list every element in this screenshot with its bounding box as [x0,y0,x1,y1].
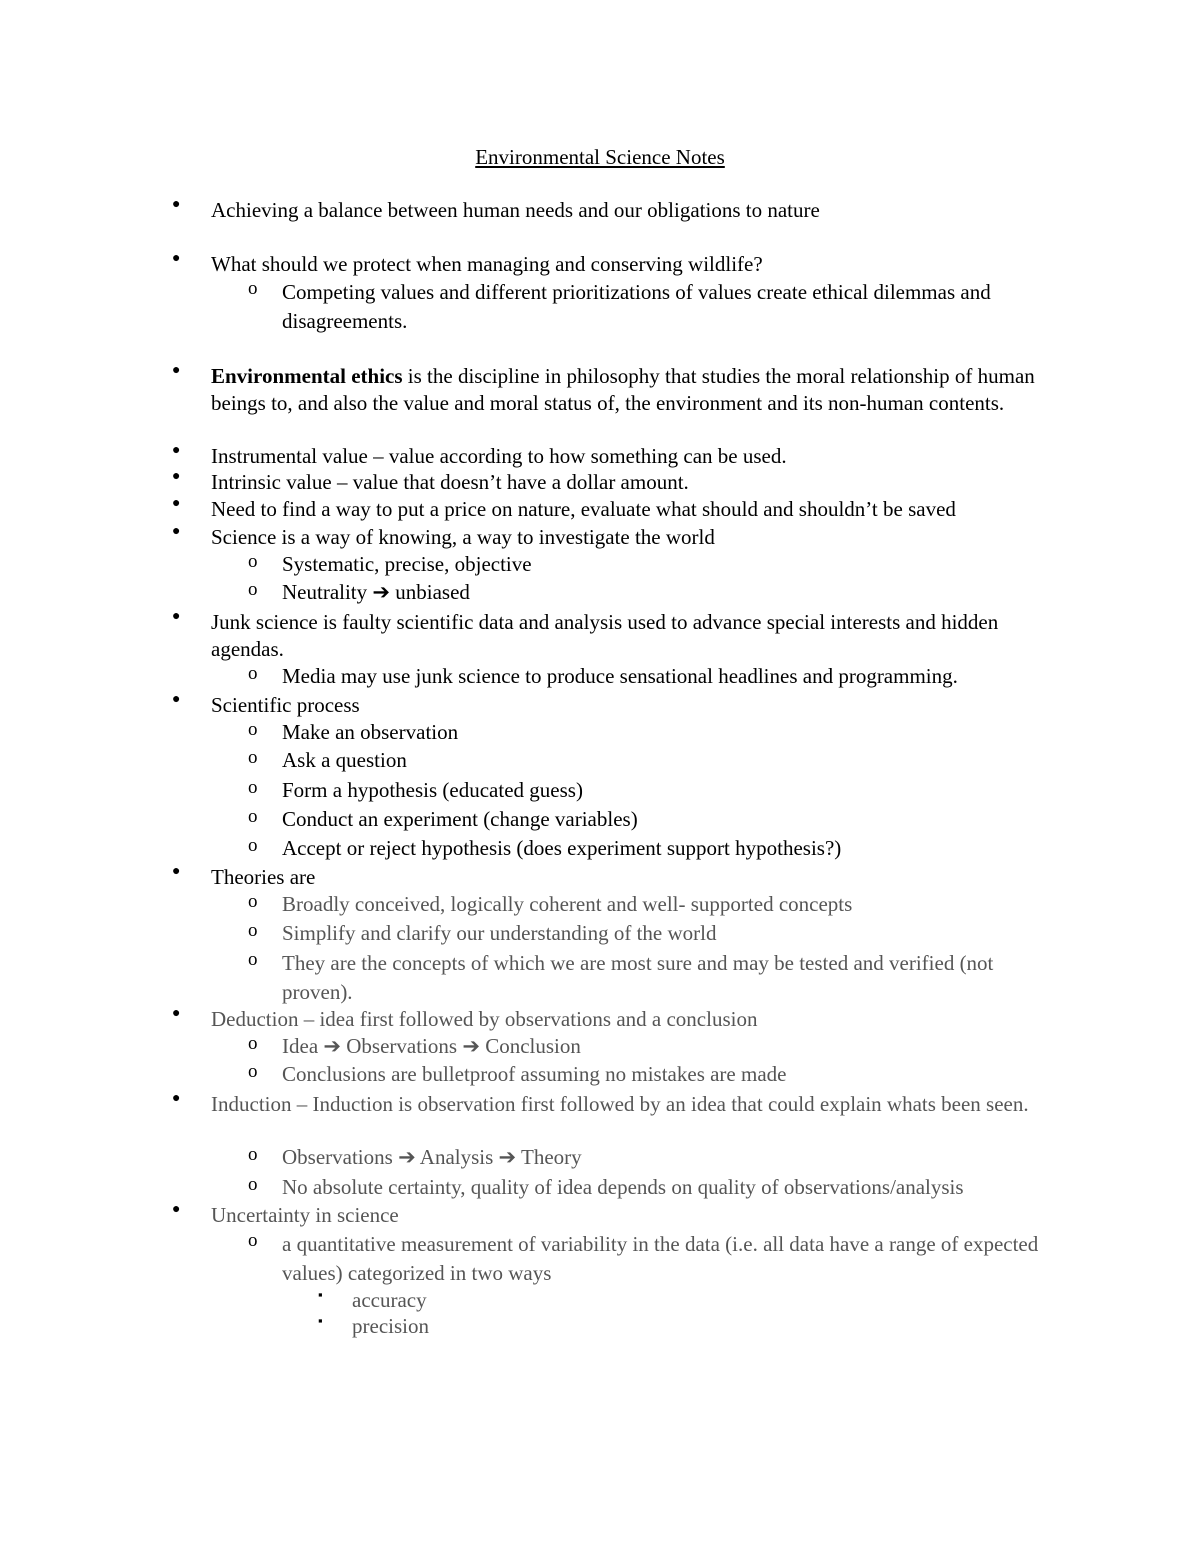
bullet-disc-icon: ● [172,197,181,212]
list-item: precision [352,1314,429,1338]
bullet-disc-icon: ● [172,363,181,378]
bullet-disc-icon: ● [172,864,181,879]
list-item: They are the concepts of which we are most sure and may be tested and verified (not proven). [282,951,994,1004]
bullet-disc-icon: ● [172,692,181,707]
text-segment: Neutrality [282,580,373,604]
bullet-circle-icon: o [248,920,258,941]
bullet-disc-icon: ● [172,1006,181,1021]
text-segment: Idea [282,1034,324,1058]
list-item: Competing values and different prioritizations of values create ethical dilemmas and disagreements. [282,280,991,333]
document-title: Environmental Science Notes [475,145,725,169]
bullet-circle-icon: o [248,551,258,572]
bullet-square-icon: ▪ [318,1287,323,1302]
list-item: accuracy [352,1288,427,1312]
list-item: Systematic, precise, objective [282,552,532,576]
bullet-disc-icon: ● [172,443,181,458]
list-item: No absolute certainty, quality of idea depends on quality of observations/analysis [282,1175,964,1199]
list-item [282,1144,1062,1171]
text-segment: unbiased [390,580,470,604]
list-item: Accept or reject hypothesis (does experiment support hypothesis?) [282,836,842,860]
list-item: Broadly conceived, logically coherent and well- supported concepts [282,892,853,916]
list-item: Instrumental value – value according to how something can be used. [211,444,787,468]
list-item: Theories are [211,865,316,889]
list-item: Simplify and clarify our understanding of the world [282,921,717,945]
list-item: Achieving a balance between human needs and our obligations to nature [211,198,820,222]
list-item: What should we protect when managing and conserving wildlife? [211,252,763,276]
bullet-circle-icon: o [248,1174,258,1195]
bullet-circle-icon: o [248,1061,258,1082]
list-item: Intrinsic value – value that doesn’t have a dollar amount. [211,470,689,494]
bullet-circle-icon: o [248,747,258,768]
bullet-circle-icon: o [248,835,258,856]
list-item: Media may use junk science to produce sensational headlines and programming. [282,664,958,688]
definition-text: is the discipline in philosophy that studies the moral relationship of human beings to, and also the value and moral status of, the environment and its non-human contents. [211,364,1035,415]
bullet-disc-icon: ● [172,1202,181,1217]
list-item: Need to find a way to put a price on nature, evaluate what should and shouldn’t be saved [211,497,956,521]
bullet-circle-icon: o [248,1033,258,1054]
bullet-circle-icon: o [248,1144,258,1165]
arrow-right-icon: ➔ [323,1034,341,1058]
term-environmental-ethics: Environmental ethics [211,364,403,388]
bullet-circle-icon: o [248,1230,258,1251]
bullet-disc-icon: ● [172,496,181,511]
bullet-disc-icon: ● [172,609,181,624]
text-segment: Theory [516,1145,582,1169]
arrow-right-icon: ➔ [498,1145,517,1169]
list-item: Junk science is faulty scientific data and analysis used to advance special interests and hidden agendas. [211,610,999,661]
list-item: Induction – Induction is observation first followed by an idea that could explain whats been seen. [211,1092,1029,1116]
list-item: Uncertainty in science [211,1203,399,1227]
text-segment: Observations [282,1145,399,1169]
list-item: Deduction – idea first followed by observations and a conclusion [211,1007,758,1031]
bullet-circle-icon: o [248,777,258,798]
bullet-circle-icon: o [248,891,258,912]
bullet-circle-icon: o [248,949,258,970]
bullet-circle-icon: o [248,806,258,827]
bullet-disc-icon: ● [172,251,181,266]
list-item: a quantitative measurement of variability in the data (i.e. all data have a range of expected values) categorized in two ways [282,1232,1039,1285]
list-item: Conclusions are bulletproof assuming no mistakes are made [282,1062,787,1086]
bullet-disc-icon: ● [172,524,181,539]
bullet-circle-icon: o [248,278,258,299]
list-item: Scientific process [211,693,360,717]
bullet-circle-icon: o [248,719,258,740]
bullet-disc-icon: ● [172,469,181,484]
list-item: Ask a question [282,748,407,772]
text-segment: Analysis [415,1145,499,1169]
list-item: Form a hypothesis (educated guess) [282,778,583,802]
bullet-circle-icon: o [248,579,258,600]
list-item [282,1033,1062,1060]
bullet-circle-icon: o [248,663,258,684]
list-item [282,579,1062,606]
arrow-right-icon: ➔ [462,1034,480,1058]
bullet-disc-icon: ● [172,1091,181,1106]
list-item [211,363,1056,417]
text-segment: Conclusion [479,1034,581,1058]
list-item: Conduct an experiment (change variables) [282,807,638,831]
arrow-right-icon: ➔ [398,1145,416,1169]
arrow-right-icon: ➔ [372,580,390,604]
bullet-square-icon: ▪ [318,1313,323,1328]
text-segment: Observations [341,1034,463,1058]
list-item: Science is a way of knowing, a way to investigate the world [211,525,715,549]
list-item: Make an observation [282,720,459,744]
